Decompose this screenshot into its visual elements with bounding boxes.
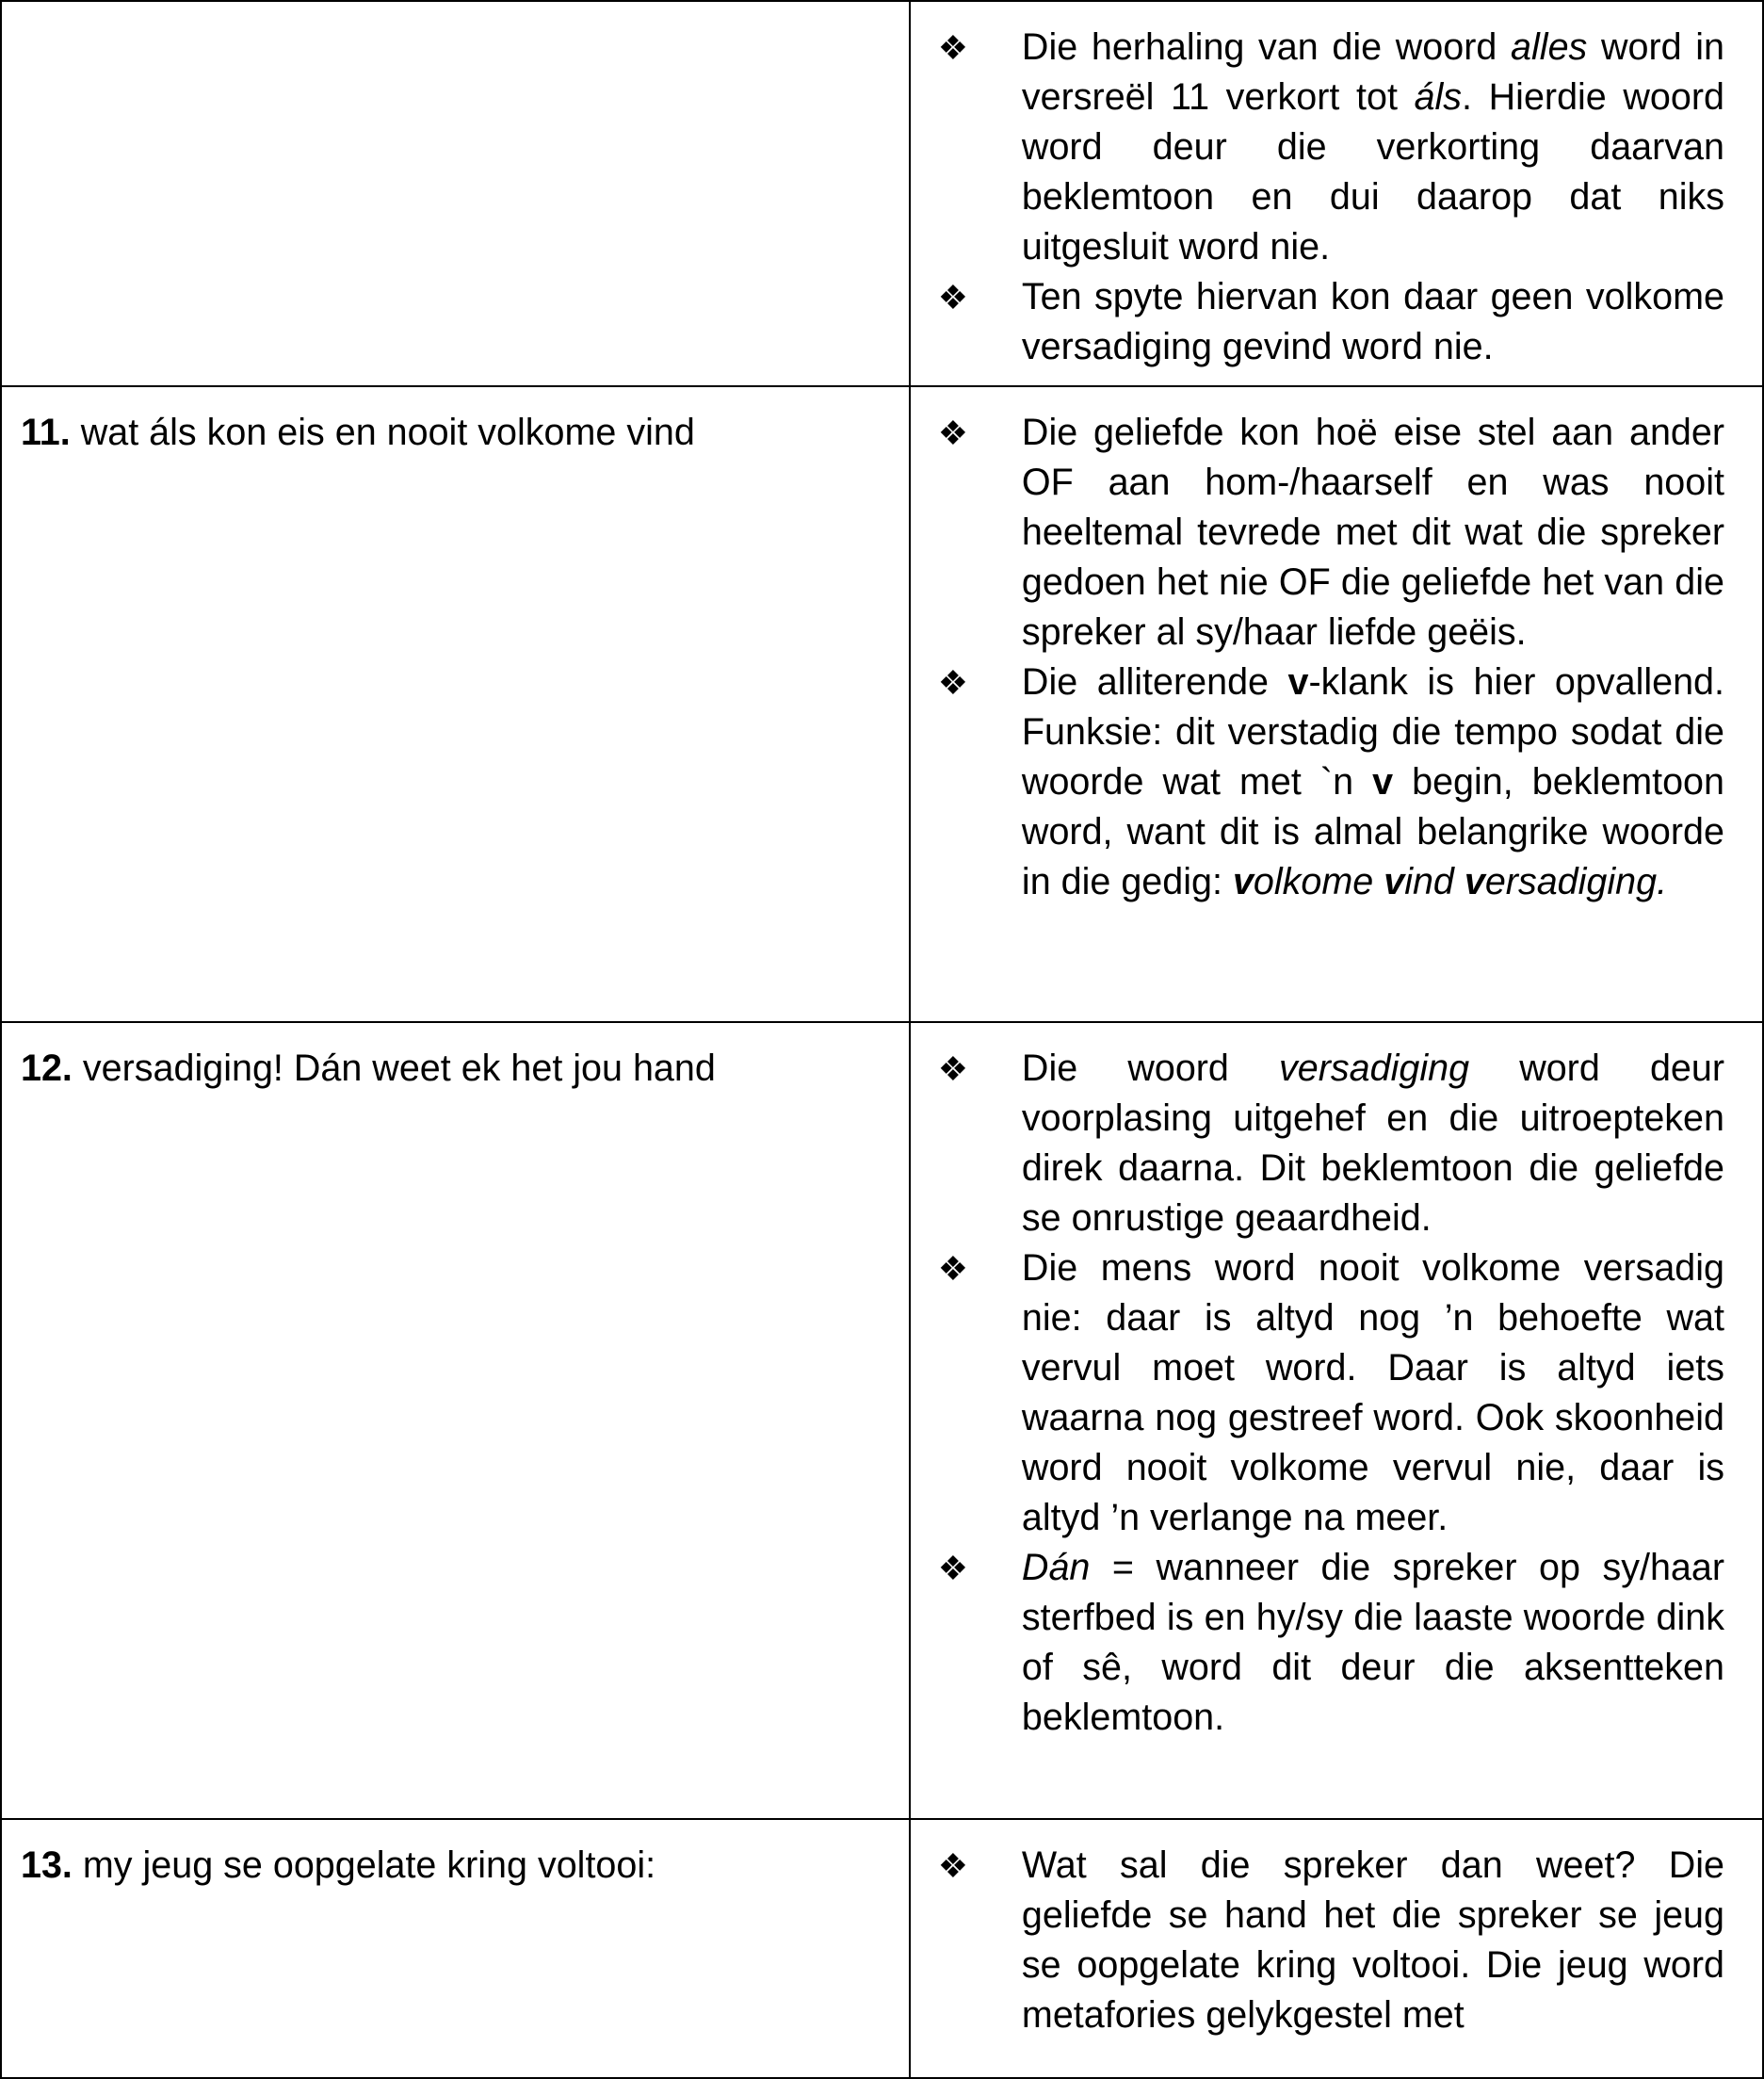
analysis-cell <box>910 1022 1763 1819</box>
note-text: versadiging <box>1279 1048 1470 1089</box>
analysis-note <box>930 23 1724 272</box>
note-text: v <box>1384 861 1405 902</box>
note-text: Wat sal die spreker dan weet? Die geliefde se hand het die spreker se jeug se oopgelate kring voltooi. Die jeug word metafories gelykgestel met <box>1021 1844 1724 2036</box>
poem-line-text: versadiging! Dán weet ek het jou hand <box>72 1048 716 1089</box>
analysis-list <box>911 2 1762 385</box>
diamond-bullet-icon: ❖ <box>937 663 969 702</box>
note-text: Die woord <box>1021 1048 1280 1089</box>
poem-line-cell <box>1 1819 910 2078</box>
note-text: Die alliterende <box>1021 661 1288 703</box>
note-text: -klank is hier opvallend. Funksie: dit verstadig die tempo sodat die woorde wat met `n <box>1021 661 1724 803</box>
analysis-note <box>930 1243 1724 1543</box>
poem-line-cell <box>1 386 910 1022</box>
note-text: Ten spyte hiervan kon daar geen volkome versadiging gevind word nie. <box>1021 276 1724 367</box>
note-text: áls <box>1414 76 1463 118</box>
diamond-bullet-icon: ❖ <box>937 1249 969 1288</box>
diamond-bullet-icon: ❖ <box>937 278 969 317</box>
note-text: Die herhaling van die woord <box>1021 26 1512 68</box>
diamond-bullet-icon: ❖ <box>937 1549 969 1587</box>
analysis-list <box>911 387 1762 920</box>
note-text: word in versreël 11 verkort tot <box>1021 26 1724 118</box>
analysis-note <box>930 658 1724 907</box>
note-text: olkome <box>1253 861 1384 902</box>
analysis-cell <box>910 1 1763 386</box>
table-row <box>1 386 1763 1022</box>
note-text: word deur voorplasing uitgehef en die uitroepteken direk daarna. Dit beklemtoon die geliefde se onrustige geaardheid. <box>1021 1048 1724 1239</box>
note-text: v <box>1464 861 1485 902</box>
poem-line-text: wat áls kon eis en nooit volkome vind <box>70 412 695 453</box>
note-text: ind <box>1404 861 1465 902</box>
table-row <box>1 1819 1763 2078</box>
table-row <box>1 1022 1763 1819</box>
diamond-bullet-icon: ❖ <box>937 1049 969 1088</box>
analysis-note <box>930 1044 1724 1243</box>
poem-line-cell <box>1 1022 910 1819</box>
poem-line-cell <box>1 1 910 386</box>
analysis-note <box>930 272 1724 372</box>
line-number: 12. <box>21 1048 73 1089</box>
note-text: v <box>1372 761 1394 803</box>
note-text: v <box>1232 861 1254 902</box>
note-text: Die mens word nooit volkome versadig nie: daar is altyd nog ’n behoefte wat vervul moet word. Daar is altyd iets waarna nog gestreef word. Ook skoonheid word nooit volkome vervul nie, daar is altyd ’n verlange na meer. <box>1021 1247 1724 1538</box>
analysis-cell <box>910 386 1763 1022</box>
poem-line-text: my jeug se oopgelate kring voltooi: <box>72 1844 656 1886</box>
note-text: Die geliefde kon hoë eise stel aan ander OF aan hom-/haarself en was nooit heeltemal tevrede met dit wat die spreker gedoen het nie OF die geliefde het van die spreker al sy/haar liefde geëis. <box>1021 412 1724 653</box>
analysis-list <box>911 1023 1762 1756</box>
note-text: alles <box>1511 26 1588 68</box>
diamond-bullet-icon: ❖ <box>937 1846 969 1885</box>
note-text: = wanneer die spreker op sy/haar sterfbed is en hy/sy die laaste woorde dink of sê, word dit deur die aksentteken beklemtoon. <box>1021 1547 1724 1738</box>
note-text: . Hierdie woord word deur die verkorting daarvan beklemtoon en dui daarop dat niks uitgesluit word nie. <box>1021 76 1724 268</box>
line-number: 13. <box>21 1844 73 1886</box>
analysis-list <box>911 1820 1762 2054</box>
table-row <box>1 1 1763 386</box>
analysis-cell <box>910 1819 1763 2078</box>
analysis-note <box>930 1543 1724 1743</box>
note-text: ersadiging. <box>1484 861 1668 902</box>
note-text: begin, beklemtoon word, want dit is almal belangrike woorde in die gedig: <box>1021 761 1724 902</box>
diamond-bullet-icon: ❖ <box>937 28 969 67</box>
analysis-note <box>930 408 1724 658</box>
note-text: Dán <box>1021 1547 1091 1588</box>
note-text: v <box>1287 661 1309 703</box>
line-number: 11. <box>21 412 71 453</box>
analysis-note <box>930 1841 1724 2040</box>
diamond-bullet-icon: ❖ <box>937 414 969 452</box>
